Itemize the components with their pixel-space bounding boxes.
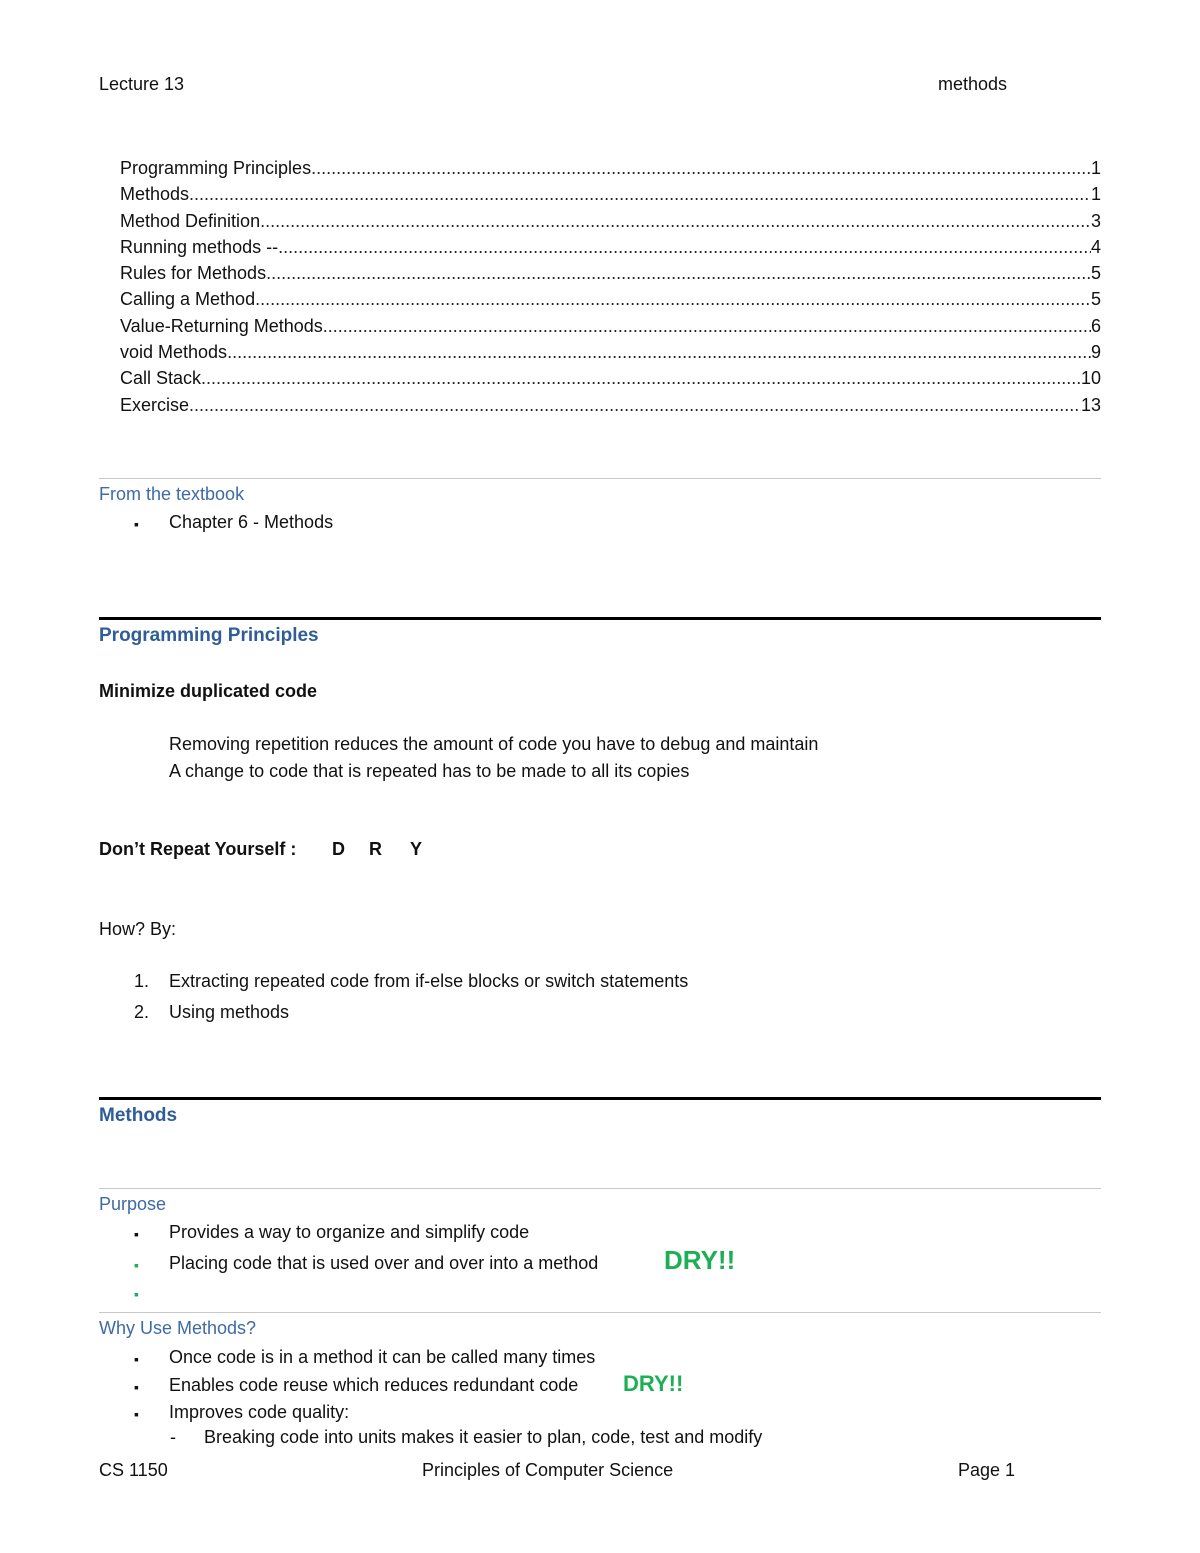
toc-entry-title: Value-Returning Methods xyxy=(120,315,323,336)
toc-entry-title: Programming Principles xyxy=(120,158,312,178)
table-of-contents xyxy=(120,155,1101,418)
subheading-minimize-duplicated-code: Minimize duplicated code xyxy=(99,681,318,701)
toc-entry[interactable] xyxy=(120,155,1101,181)
toc-entry-page: 5 xyxy=(1090,263,1101,284)
toc-leader-dots xyxy=(278,234,1091,260)
toc-entry-title: Running methods -- xyxy=(120,236,279,257)
dry-callout: DRY!! xyxy=(623,1371,684,1396)
footer-center: Principles of Computer Science xyxy=(422,1460,674,1480)
toc-leader-dots xyxy=(311,155,1091,181)
divider xyxy=(99,1312,1101,1313)
header-left: Lecture 13 xyxy=(99,74,185,94)
divider xyxy=(99,478,1101,479)
step-number: 1. xyxy=(134,971,150,991)
toc-entry-title: void Methods xyxy=(120,342,228,363)
purpose-item: Placing code that is used over and over into a method xyxy=(169,1253,599,1273)
header-right: methods xyxy=(938,74,1008,94)
dry-letter-d: D xyxy=(332,839,345,859)
toc-entry-title: Methods xyxy=(120,184,190,205)
toc-leader-dots xyxy=(189,181,1091,207)
bullet-icon: ▪ xyxy=(134,1257,139,1273)
toc-entry[interactable] xyxy=(120,260,1101,286)
toc-leader-dots xyxy=(260,208,1091,234)
section-heading-programming-principles: Programming Principles xyxy=(99,625,319,646)
toc-entry-page: 4 xyxy=(1090,236,1101,257)
divider xyxy=(99,1188,1101,1189)
why-sub-item: Breaking code into units makes it easier to plan, code, test and modify xyxy=(204,1427,763,1447)
toc-entry[interactable] xyxy=(120,286,1101,312)
toc-leader-dots xyxy=(323,313,1091,339)
section-divider xyxy=(99,617,1101,620)
toc-entry-title: Exercise xyxy=(120,394,190,415)
toc-entry-page: 3 xyxy=(1090,210,1101,231)
toc-leader-dots xyxy=(255,286,1091,312)
toc-entry-title: Method Definition xyxy=(120,210,261,231)
step-text: Extracting repeated code from if-else blocks or switch statements xyxy=(169,971,689,991)
toc-entry[interactable] xyxy=(120,181,1101,207)
toc-entry[interactable] xyxy=(120,392,1101,418)
toc-entry-page: 13 xyxy=(1080,394,1101,415)
toc-entry[interactable] xyxy=(120,234,1101,260)
textbook-item: Chapter 6 - Methods xyxy=(169,512,334,532)
dash-icon: - xyxy=(170,1427,176,1447)
principle-line: Removing repetition reduces the amount of code you have to debug and maintain xyxy=(169,734,819,754)
section-heading-methods: Methods xyxy=(99,1105,178,1126)
why-item: Enables code reuse which reduces redundant code xyxy=(169,1375,579,1395)
purpose-heading: Purpose xyxy=(99,1194,167,1214)
textbook-heading: From the textbook xyxy=(99,484,245,504)
toc-entry-page: 6 xyxy=(1090,315,1101,336)
toc-entry-page: 10 xyxy=(1080,368,1101,389)
toc-entry[interactable] xyxy=(120,339,1101,365)
toc-entry[interactable] xyxy=(120,365,1101,391)
bullet-icon: ▪ xyxy=(134,1226,139,1242)
footer-left: CS 1150 xyxy=(99,1460,168,1480)
bullet-icon: ▪ xyxy=(134,1351,139,1367)
dry-letter-y: Y xyxy=(410,839,423,859)
step-text: Using methods xyxy=(169,1002,290,1022)
dry-callout: DRY!! xyxy=(664,1245,736,1275)
why-item: Once code is in a method it can be called many times xyxy=(169,1347,596,1367)
bullet-icon: ▪ xyxy=(134,1406,139,1422)
toc-entry-page: 5 xyxy=(1090,289,1101,310)
toc-leader-dots xyxy=(227,339,1091,365)
toc-entry-page: 1 xyxy=(1090,184,1101,205)
purpose-item: Provides a way to organize and simplify code xyxy=(169,1222,530,1242)
bullet-icon: ▪ xyxy=(134,516,139,532)
section-divider xyxy=(99,1097,1101,1100)
why-item: Improves code quality: xyxy=(169,1402,350,1422)
bullet-icon: ▪ xyxy=(134,1379,139,1395)
dry-label: Don’t Repeat Yourself : xyxy=(99,839,297,859)
toc-leader-dots xyxy=(266,260,1091,286)
why-heading: Why Use Methods? xyxy=(99,1318,257,1338)
principle-line: A change to code that is repeated has to be made to all its copies xyxy=(169,761,690,781)
toc-leader-dots xyxy=(189,392,1081,418)
step-number: 2. xyxy=(134,1002,150,1022)
toc-entry[interactable] xyxy=(120,208,1101,234)
toc-entry-title: Call Stack xyxy=(120,368,202,389)
dry-letter-r: R xyxy=(369,839,382,859)
how-by: How? By: xyxy=(99,919,177,939)
toc-entry-title: Calling a Method xyxy=(120,289,256,310)
toc-leader-dots xyxy=(201,365,1081,391)
toc-entry[interactable] xyxy=(120,313,1101,339)
toc-entry-page: 1 xyxy=(1090,158,1101,178)
toc-entry-title: Rules for Methods xyxy=(120,263,267,284)
bullet-icon: ▪ xyxy=(134,1286,139,1302)
toc-entry-page: 9 xyxy=(1090,342,1101,363)
footer-right: Page 1 xyxy=(958,1460,1016,1480)
